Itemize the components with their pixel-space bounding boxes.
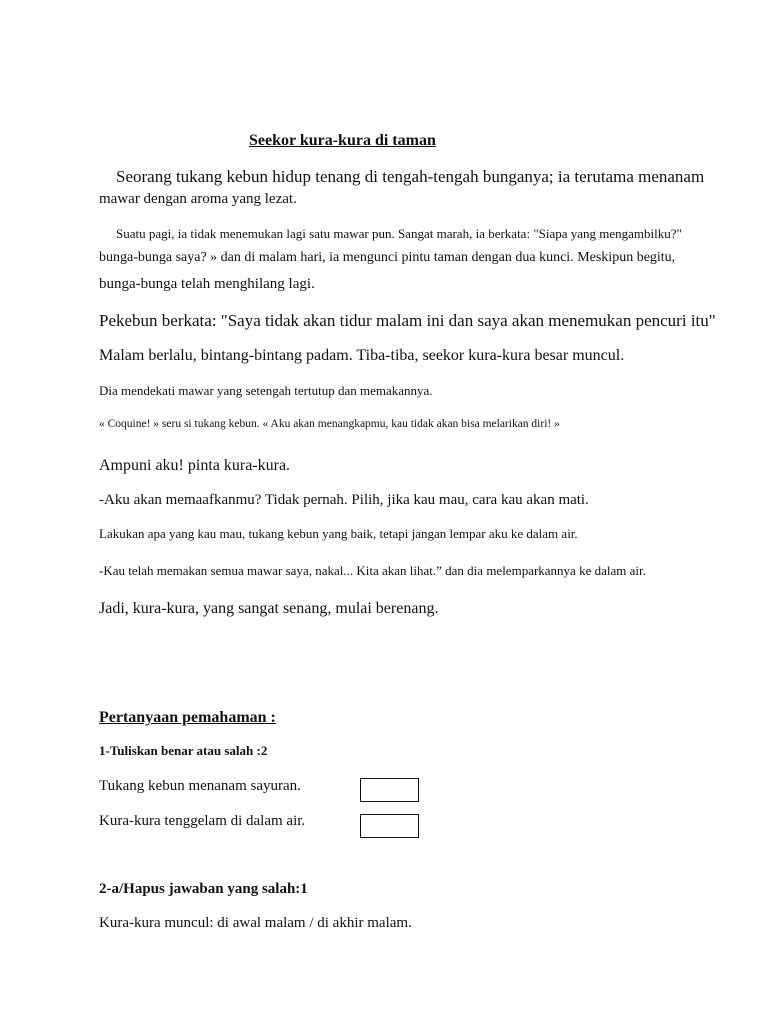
story-paragraph-6: « Coquine! » seru si tukang kebun. « Aku akan menangkapmu, kau tidak akan bisa melarikan diri! » — [99, 418, 560, 430]
story-paragraph-3: Pekebun berkata: "Saya tidak akan tidur malam ini dan saya akan menemukan pencuri itu" — [99, 311, 716, 330]
story-paragraph-1-line-1: Seorang tukang kebun hidup tenang di tengah-tengah bunganya; ia terutama menanam — [116, 167, 705, 186]
question-2-statement: Kura-kura muncul: di awal malam / di akhir malam. — [99, 915, 412, 931]
story-paragraph-2-line-1: Suatu pagi, ia tidak menemukan lagi satu mawar pun. Sangat marah, ia berkata: "Siapa yang mengambilku?" — [116, 226, 682, 241]
story-paragraph-2-line-3: bunga-bunga telah menghilang lagi. — [99, 276, 315, 292]
story-paragraph-9: Lakukan apa yang kau mau, tukang kebun yang baik, tetapi jangan lempar aku ke dalam air. — [99, 526, 578, 541]
answer-box-1[interactable] — [360, 778, 419, 802]
question-1-label: 1-Tuliskan benar atau salah :2 — [99, 743, 268, 758]
questions-heading-text: Pertanyaan pemahaman : — [99, 709, 276, 726]
question-2-label: 2-a/Hapus jawaban yang salah:1 — [99, 881, 308, 897]
story-paragraph-11: Jadi, kura-kura, yang sangat senang, mulai berenang. — [99, 600, 439, 617]
story-paragraph-10: -Kau telah memakan semua mawar saya, nakal... Kita akan lihat.” dan dia melemparkannya ke dalam air. — [99, 563, 646, 578]
answer-box-2[interactable] — [360, 814, 419, 838]
story-paragraph-5: Dia mendekati mawar yang setengah tertutup dan memakannya. — [99, 383, 433, 398]
story-title: Seekor kura-kura di taman — [249, 132, 436, 149]
story-paragraph-1-line-2: mawar dengan aroma yang lezat. — [99, 191, 297, 207]
story-paragraph-8: -Aku akan memaafkanmu? Tidak pernah. Pilih, jika kau mau, cara kau akan mati. — [99, 492, 589, 508]
true-false-statement-2: Kura-kura tenggelam di dalam air. — [99, 813, 306, 829]
story-paragraph-7: Ampuni aku! pinta kura-kura. — [99, 457, 291, 474]
story-paragraph-2-line-2: bunga-bunga saya? » dan di malam hari, ia mengunci pintu taman dengan dua kunci. Meskipun begitu, — [99, 250, 676, 265]
heading-underline-blank — [276, 708, 310, 727]
questions-heading — [99, 708, 310, 727]
story-paragraph-4: Malam berlalu, bintang-bintang padam. Tiba-tiba, seekor kura-kura besar muncul. — [99, 347, 625, 364]
true-false-statement-1: Tukang kebun menanam sayuran. — [99, 778, 301, 794]
